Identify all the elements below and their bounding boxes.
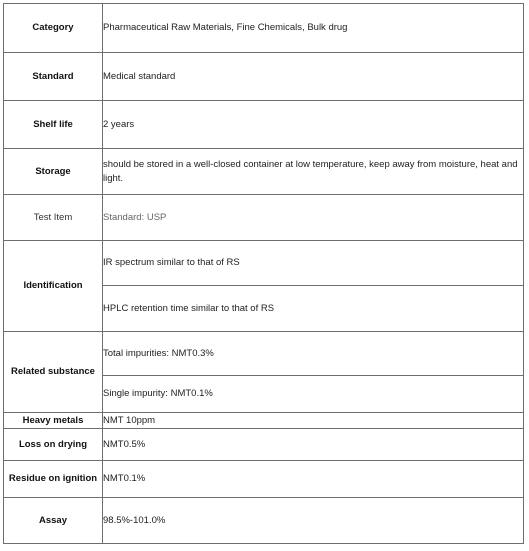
row-heavy-metals xyxy=(4,413,524,429)
storage-value: should be stored in a well-closed container at low temperature, keep away from moisture, heat and light. xyxy=(103,149,524,195)
category-value: Pharmaceutical Raw Materials, Fine Chemicals, Bulk drug xyxy=(103,4,524,53)
assay-value: 98.5%-101.0% xyxy=(103,498,524,544)
identification-value-hplc: HPLC retention time similar to that of RS xyxy=(103,286,524,332)
row-related-substance-1 xyxy=(4,332,524,376)
related-substance-value-single: Single impurity: NMT0.1% xyxy=(103,376,524,413)
storage-label: Storage xyxy=(4,149,103,195)
identification-value-ir: IR spectrum similar to that of RS xyxy=(103,241,524,286)
related-substance-label: Related substance xyxy=(4,332,103,413)
heavy-metals-value: NMT 10ppm xyxy=(103,413,524,429)
loss-on-drying-label: Loss on drying xyxy=(4,429,103,461)
assay-label: Assay xyxy=(4,498,103,544)
test-item-value: Standard: USP xyxy=(103,195,524,241)
loss-on-drying-value: NMT0.5% xyxy=(103,429,524,461)
related-substance-value-total: Total impurities: NMT0.3% xyxy=(103,332,524,376)
row-identification-1 xyxy=(4,241,524,286)
specification-table xyxy=(3,3,524,544)
row-shelf-life xyxy=(4,101,524,149)
residue-on-ignition-label: Residue on ignition xyxy=(4,461,103,498)
category-label: Category xyxy=(4,4,103,53)
standard-value: Medical standard xyxy=(103,53,524,101)
identification-label: Identification xyxy=(4,241,103,332)
shelf-life-value: 2 years xyxy=(103,101,524,149)
test-item-label: Test Item xyxy=(4,195,103,241)
residue-on-ignition-value: NMT0.1% xyxy=(103,461,524,498)
row-loss-on-drying xyxy=(4,429,524,461)
row-assay xyxy=(4,498,524,544)
heavy-metals-label: Heavy metals xyxy=(4,413,103,429)
row-residue-on-ignition xyxy=(4,461,524,498)
row-test-item xyxy=(4,195,524,241)
standard-label: Standard xyxy=(4,53,103,101)
row-storage xyxy=(4,149,524,195)
row-category xyxy=(4,4,524,53)
shelf-life-label: Shelf life xyxy=(4,101,103,149)
row-standard xyxy=(4,53,524,101)
